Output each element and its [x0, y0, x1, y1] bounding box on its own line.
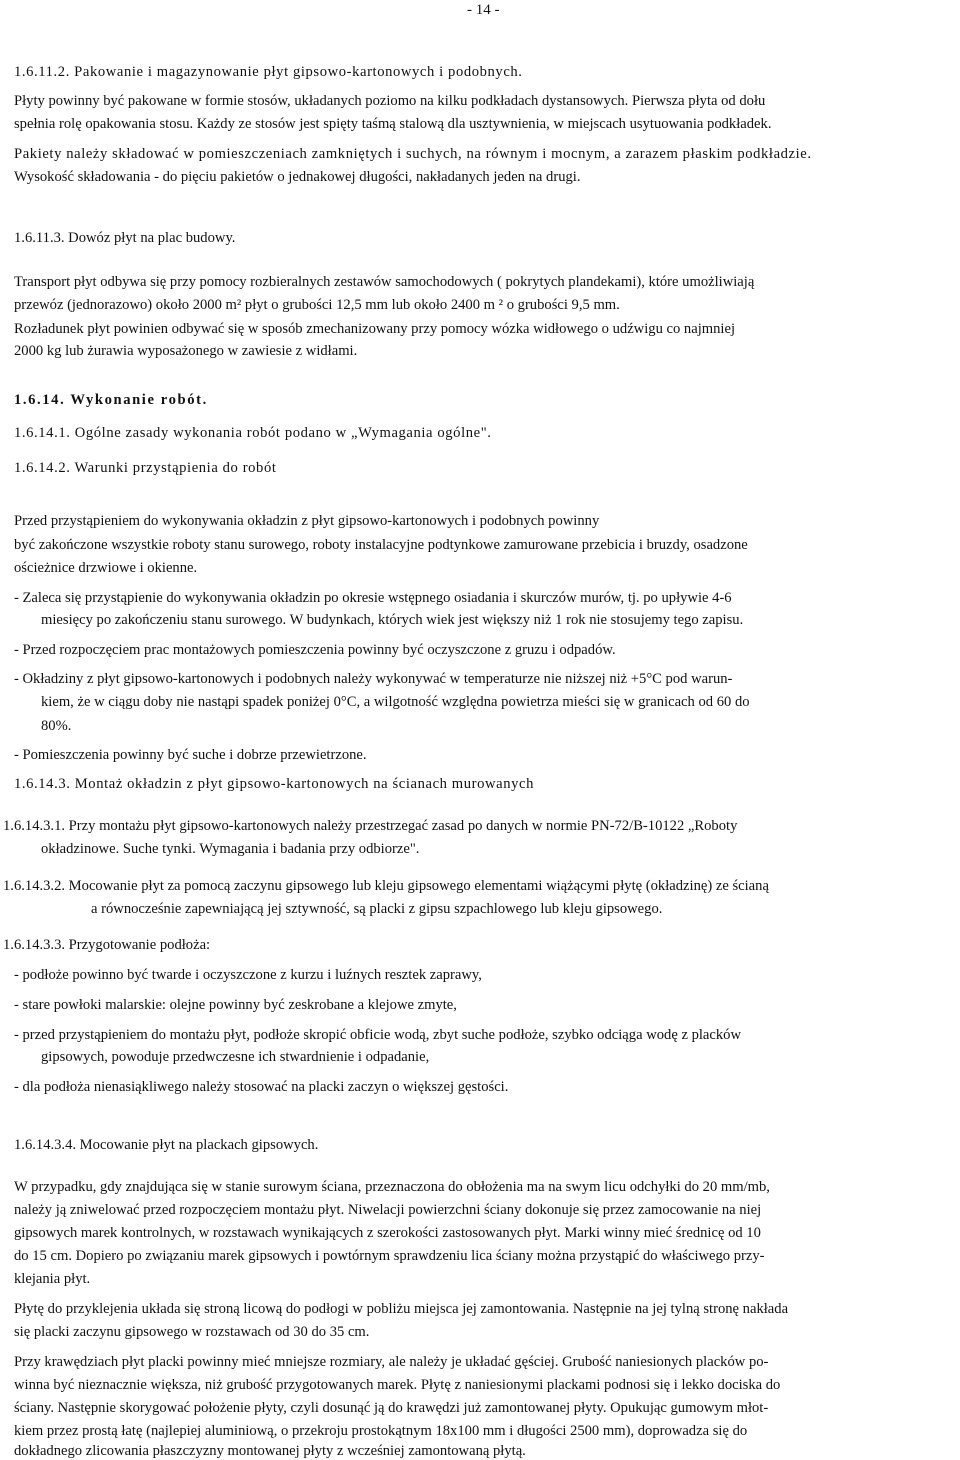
section-heading: 1.6.11.3. Dowóz płyt na plac budowy.: [14, 230, 236, 246]
text-line: gipsowych, powoduje przedwczesne ich stwardnienie i odpadanie,: [41, 1049, 430, 1065]
text-line: Przy krawędziach płyt placki powinny mieć mniejsze rozmiary, ale należy je układać gęściej. Grubość naniesionych placków po-: [14, 1354, 769, 1370]
text-line: się placki zaczynu gipsowego w rozstawach od 30 do 35 cm.: [14, 1324, 370, 1340]
text-line: Transport płyt odbywa się przy pomocy rozbieralnych zestawów samochodowych ( pokrytych plandekami), które umożliwiają: [14, 274, 755, 290]
subsection-heading: 1.6.14.3.3. Przygotowanie podłoża:: [3, 937, 211, 953]
text-line: miesięcy po zakończeniu stanu surowego. W budynkach, których wiek jest większy niż 1 rok nie stosujemy tego zapisu.: [41, 612, 744, 628]
text-line: Przed przystąpieniem do wykonywania okładzin z płyt gipsowo-kartonowych i podobnych powinny: [14, 513, 600, 529]
section-heading: 1.6.11.2. Pakowanie i magazynowanie płyt gipsowo-kartonowych i podobnych.: [14, 64, 523, 80]
text-line: spełnia rolę opakowania stosu. Każdy ze stosów jest spięty taśmą stalową dla usztywnienia, w miejscach usytuowania podkładek.: [14, 116, 772, 132]
text-line: ościeżnice drzwiowe i okienne.: [14, 560, 198, 576]
text-line: kiem przez prostą łatę (najlepiej aluminiową, o przekroju prostokątnym 18x100 mm i długości 2500 mm), doprowadza się do: [14, 1423, 748, 1439]
text-line: okładzinowe. Suche tynki. Wymagania i badania przy odbiorze".: [41, 841, 420, 857]
list-item: - dla podłoża nienasiąkliwego należy stosować na placki zaczyn o większej gęstości.: [14, 1079, 509, 1095]
text-line: a równocześnie zapewniającą jej sztywność, są placki z gipsu szpachlowego lub kleju gipsowego.: [91, 901, 663, 917]
subsection-heading: 1.6.14.1. Ogólne zasady wykonania robót podano w „Wymagania ogólne".: [14, 425, 492, 441]
text-line: 1.6.14.3.2. Mocowanie płyt za pomocą zaczynu gipsowego lub kleju gipsowego elementami wiążącymi płytę (okładzinę) ze ścianą: [3, 878, 769, 894]
subsection-heading: 1.6.14.3.4. Mocowanie płyt na plackach gipsowych.: [14, 1137, 319, 1153]
text-line: gipsowych marek kontrolnych, w rozstawach wynikających z szerokości zastosowanych płyt. Marki winny mieć średnicę od 10: [14, 1225, 761, 1241]
text-line: Wysokość składowania - do pięciu pakietów o jednakowej długości, nakładanych jeden na drugi.: [14, 169, 581, 185]
text-line: 1.6.14.3.1. Przy montażu płyt gipsowo-kartonowych należy przestrzegać zasad po danych w normie PN-72/B-10122 „Roboty: [3, 818, 738, 834]
text-line: być zakończone wszystkie roboty stanu surowego, roboty instalacyjne podtynkowe zamurowane przebicia i bruzdy, osadzone: [14, 537, 748, 553]
text-line: kiem, że w ciągu doby nie nastąpi spadek poniżej 0°C, a wilgotność względna powietrza mieści się w granicach od 60 do: [41, 694, 750, 710]
subsection-heading: 1.6.14.3. Montaż okładzin z płyt gipsowo-kartonowych na ścianach murowanych: [14, 776, 534, 792]
text-line: W przypadku, gdy znajdująca się w stanie surowym ściana, przeznaczona do obłożenia ma na swym licu odchyłki do 20 mm/mb,: [14, 1179, 770, 1195]
text-line: należy ją zniwelować przed rozpoczęciem montażu płyt. Niwelacji powierzchni ściany dokonuje się przez zamocowanie na niej: [14, 1202, 762, 1218]
page-number: - 14 -: [467, 2, 500, 18]
subsection-heading: 1.6.14.2. Warunki przystąpienia do robót: [14, 460, 277, 476]
text-line: winna być nieznacznie większa, niż grubość przygotowanych marek. Płytę z naniesionymi plackami podnosi się i lekko dociska do: [14, 1377, 781, 1393]
list-item: - podłoże powinno być twarde i oczyszczone z kurzu i luźnych resztek zaprawy,: [14, 967, 482, 983]
list-item: - Okładziny z płyt gipsowo-kartonowych i podobnych należy wykonywać w temperaturze nie niższej niż +5°C pod warun-: [14, 671, 733, 687]
text-line: ściany. Następnie skorygować położenie płyty, czyli dosunąć ją do krawędzi już zamontowanej płyty. Opukując gumowym młot-: [14, 1400, 769, 1416]
text-line: Pakiety należy składować w pomieszczeniach zamkniętych i suchych, na równym i mocnym, a zarazem płaskim podkładzie.: [14, 146, 812, 162]
list-item: - Zaleca się przystąpienie do wykonywania okładzin po okresie wstępnego osiadania i skurczów murów, tj. po upływie 4-6: [14, 590, 732, 606]
text-line: przewóz (jednorazowo) około 2000 m² płyt o grubości 12,5 mm lub około 2400 m ² o grubości 9,5 mm.: [14, 297, 620, 313]
text-line: do 15 cm. Dopiero po związaniu marek gipsowych i powtórnym sprawdzeniu lica ściany można przystąpić do właściwego przy-: [14, 1248, 765, 1264]
list-item: - przed przystąpieniem do montażu płyt, podłoże skropić obficie wodą, zbyt suche podłoże, szybko odciąga wodę z placków: [14, 1027, 742, 1043]
section-heading: 1.6.14. Wykonanie robót.: [14, 392, 208, 408]
text-line: 80%.: [41, 718, 72, 734]
text-line: dokładnego zlicowania płaszczyzny montowanej płyty z wcześniej zamontowaną płytą.: [14, 1443, 526, 1459]
text-line: klejania płyt.: [14, 1271, 91, 1287]
text-line: Rozładunek płyt powinien odbywać się w sposób zmechanizowany przy pomocy wózka widłowego o udźwigu co najmniej: [14, 321, 736, 337]
text-line: Płyty powinny być pakowane w formie stosów, układanych poziomo na kilku podkładach dystansowych. Pierwsza płyta od dołu: [14, 93, 766, 109]
text-line: 2000 kg lub żurawia wyposażonego w zawiesie z widłami.: [14, 343, 358, 359]
list-item: - stare powłoki malarskie: olejne powinny być zeskrobane a klejowe zmyte,: [14, 997, 457, 1013]
text-line: Płytę do przyklejenia układa się stroną licową do podłogi w pobliżu miejsca jej zamontowania. Następnie na jej tylną stronę nakłada: [14, 1301, 789, 1317]
list-item: - Przed rozpoczęciem prac montażowych pomieszczenia powinny być oczyszczone z gruzu i odpadów.: [14, 642, 616, 658]
list-item: - Pomieszczenia powinny być suche i dobrze przewietrzone.: [14, 747, 367, 763]
